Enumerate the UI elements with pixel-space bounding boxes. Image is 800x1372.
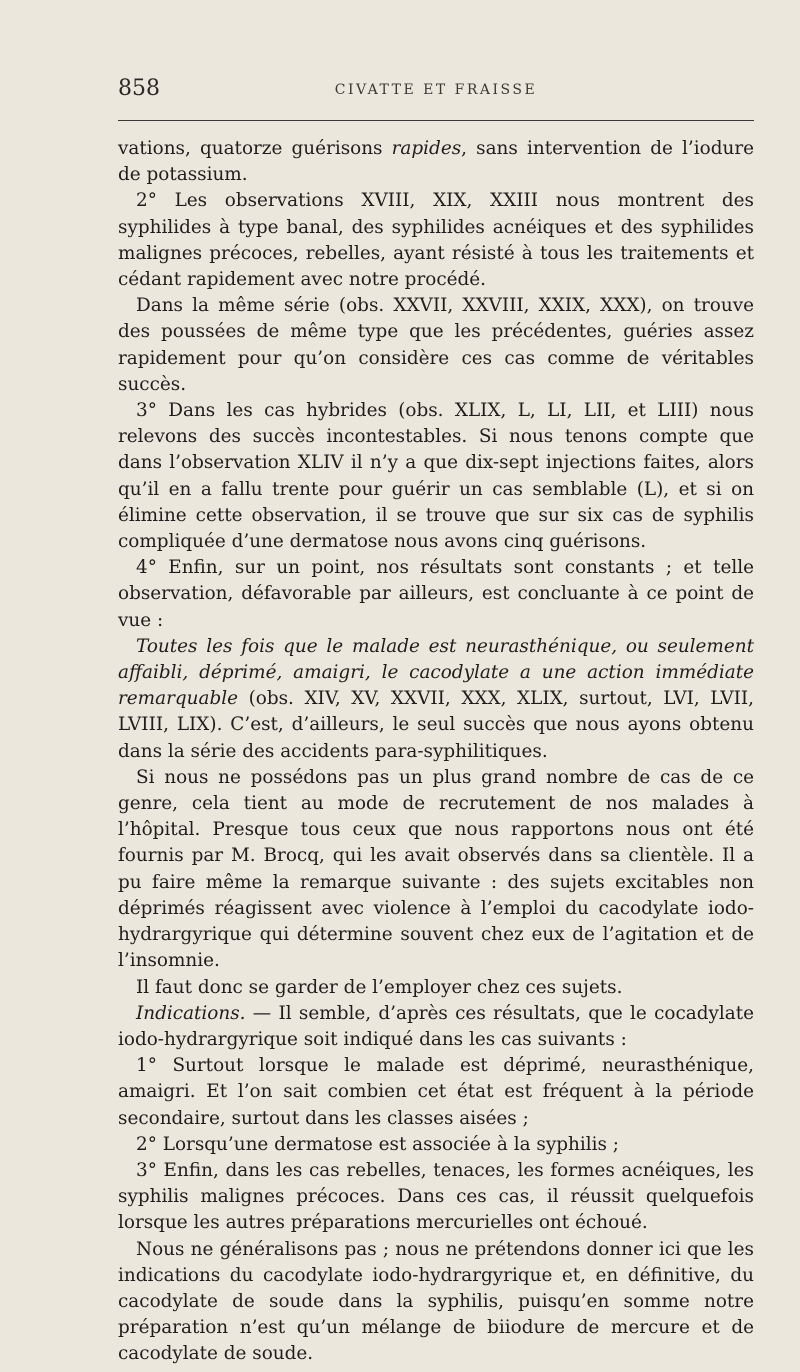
body-text [118, 136, 754, 1368]
paragraph-1-text: vations, quatorze guérisons [118, 138, 392, 159]
page-number: 858 [118, 76, 160, 101]
paragraph-2: 2° Les observations XVIII, XIX, XXIII nous montrent des syphilides à type banal, des syphilides acnéiques et des syphilides malignes précoces, rebelles, ayant résisté à tous les traitements et cédant rapidement avec notre procédé. [118, 190, 754, 291]
paragraph-13: Nous ne généralisons pas ; nous ne prétendons donner ici que les indications du cacodylate iodo-hydrargyrique et, en définitive, du cacodylate de soude dans la syphilis, puisqu’en somme notre préparation n’est qu’un mélange de biiodure de mercure et de cacodylate de soude. [118, 1238, 754, 1365]
paragraph-1-emphasis: rapides [391, 138, 462, 159]
paragraph-3: Dans la même série (obs. XXVII, XXVIII, XXIX, XXX), on trouve des poussées de même type que les précédentes, guéries assez rapidement pour qu’on considère ces cas comme de véritables succès. [118, 295, 754, 395]
running-head: CIVATTE ET FRAISSE [334, 82, 538, 98]
paragraph-4: 3° Dans les cas hybrides (obs. XLIX, L, LI, LII, et LIII) nous relevons des succès incontestables. Si nous tenons compte que dans l’observation XLIV il n’y a que dix-sept injections faites, alors qu’il en a fallu trente pour guérir un cas semblable (L), et si on élimine cette observation, il se trouve que sur six cas de syphilis compliquée d’une dermatose nous avons cinq guérisons. [118, 400, 754, 553]
paragraph-8: Il faut donc se garder de l’employer chez ces sujets. [136, 976, 623, 998]
paragraph-10: 1° Surtout lorsque le malade est déprimé, neurasthénique, amaigri. Et l’on sait combien cet état est fréquent à la période secondaire, surtout dans les classes aisées ; [118, 1055, 754, 1129]
paragraph-6-emphasis: Toutes les fois que le malade est neurasthénique, ou seulement affaibli, déprimé, amaigri, le cacodylate a une action immédiate remarquable [118, 635, 754, 710]
paragraph-9-tail: — Il semble, d’après ces résultats, que le cocadylate iodo-hydrargyrique soit indiqué dans les cas suivants : [118, 1002, 754, 1050]
paragraph-5: 4° Enfin, sur un point, nos résultats sont constants ; et telle observation, défavorable par ailleurs, est concluante à ce point de vue : [118, 557, 754, 631]
paragraph-9 [118, 1001, 754, 1053]
paragraph-1-tail: , sans intervention de l’iodure de potassium. [118, 138, 754, 186]
paragraph-6 [118, 634, 754, 765]
paragraph-7: Si nous ne possédons pas un plus grand nombre de cas de ce genre, cela tient au mode de recrutement de nos malades à l’hôpital. Presque tous ceux que nous rapportons nous ont été fournis par M. Brocq, qui les avait observés dans sa clientèle. Il a pu faire même la remarque suivante : des sujets excitables non déprimés réagissent avec violence à l’emploi du cacodylate iodo-hydrargyrique qui détermine souvent chez eux de l’agitation et de l’insomnie. [118, 766, 754, 972]
paragraph-1 [118, 136, 754, 188]
indications-heading: Indications. [136, 1002, 246, 1024]
header-rule [118, 120, 754, 121]
paragraph-6-tail: (obs. XIV, XV, XXVII, XXX, XLIX, surtout, LVI, LVII, LVIII, LIX). C’est, d’ailleurs, le seul succès que nous ayons obtenu dans la série des accidents para-syphilitiques. [118, 688, 754, 762]
paragraph-12: 3° Enfin, dans les cas rebelles, tenaces, les formes acnéiques, les syphilis malignes précoces. Dans ces cas, il réussit quelquefois lorsque les autres préparations mercurielles ont échoué. [118, 1159, 754, 1234]
paragraph-11: 2° Lorsqu’une dermatose est associée à la syphilis ; [136, 1133, 619, 1155]
page-header [118, 74, 754, 104]
